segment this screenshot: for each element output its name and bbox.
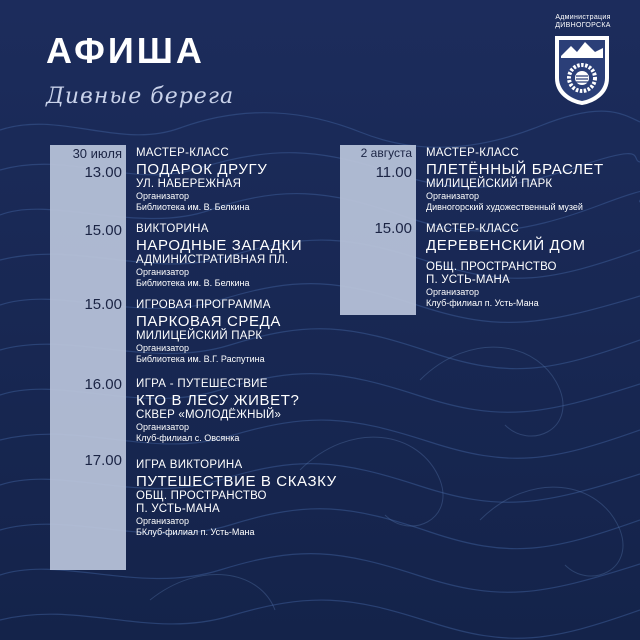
event-organizer-label: Организатор [426,191,480,201]
event-card [136,377,299,444]
event-organizer-label: Организатор [136,422,190,432]
event-card [136,298,281,365]
event-type: МАСТЕР-КЛАСС [426,147,519,159]
event-organizer-label: Организатор [136,191,190,201]
event-place: СКВЕР «МОЛОДЁЖНЫЙ» [136,409,282,421]
event-place: УЛ. НАБЕРЕЖНАЯ [136,178,242,190]
event-place: МИЛИЦЕЙСКИЙ ПАРК [136,330,263,342]
event-name: ПУТЕШЕСТВИЕ В СКАЗКУ [136,473,337,490]
event-type: МАСТЕР-КЛАСС [426,223,519,235]
event-card [426,146,604,213]
event-name: ПАРКОВАЯ СРЕДА [136,313,281,330]
event-organizer: Библиотека им. В. Белкина [136,202,250,212]
event-place: ОБЩ. ПРОСТРАНСТВО [136,490,267,502]
event-place: ОБЩ. ПРОСТРАНСТВО [426,261,557,273]
event-organizer-label: Организатор [136,343,190,353]
event-organizer: Клуб-филиал п. Усть-Мана [426,298,539,308]
event-type: ВИКТОРИНА [136,223,209,235]
event-card [426,222,586,309]
event-type: МАСТЕР-КЛАСС [136,147,229,159]
date-label-august: 2 августа [360,146,412,160]
event-place: МИЛИЦЕЙСКИЙ ПАРК [426,178,553,190]
event-name: КТО В ЛЕСУ ЖИВЕТ? [136,392,300,409]
event-type: ИГРА - ПУТЕШЕСТВИЕ [136,378,268,390]
event-card [136,222,302,289]
event-place: П. УСТЬ-МАНА [136,503,220,515]
date-label-july: 30 июля [72,146,122,161]
event-type: ИГРА ВИКТОРИНА [136,459,243,471]
event-organizer: Дивногорский художественный музей [426,202,583,212]
administration-line1: Администрация [555,14,611,21]
event-name: НАРОДНЫЕ ЗАГАДКИ [136,237,303,254]
page-title: АФИША [46,30,205,71]
administration-line2: ДИВНОГОРСКА [555,22,611,29]
event-time: 16.00 [84,376,122,393]
event-card [136,146,267,213]
event-time: 15.00 [374,220,412,237]
event-place: АДМИНИСТРАТИВНАЯ ПЛ. [136,254,289,266]
administration-label [548,14,618,30]
coat-of-arms-icon [553,34,611,106]
event-place: П. УСТЬ-МАНА [426,274,510,286]
event-time: 15.00 [84,222,122,239]
event-organizer-label: Организатор [136,516,190,526]
event-card [136,458,337,538]
event-time: 13.00 [84,164,122,181]
event-organizer: БКлуб-филиал п. Усть-Мана [136,527,255,537]
event-organizer: Библиотека им. В.Г. Распутина [136,354,265,364]
event-organizer: Библиотека им. В. Белкина [136,278,250,288]
event-time: 11.00 [375,164,412,181]
event-organizer: Клуб-филиал с. Овсянка [136,433,240,443]
event-time: 15.00 [84,296,122,313]
event-type: ИГРОВАЯ ПРОГРАММА [136,299,271,311]
event-organizer-label: Организатор [136,267,190,277]
page-subtitle: Дивные берега [46,84,235,109]
timeline-band-july [50,145,126,570]
event-time: 17.00 [84,452,122,469]
event-organizer-label: Организатор [426,287,480,297]
event-name: ПЛЕТЁННЫЙ БРАСЛЕТ [426,161,604,178]
event-name: ДЕРЕВЕНСКИЙ ДОМ [426,237,586,254]
event-name: ПОДАРОК ДРУГУ [136,161,268,178]
